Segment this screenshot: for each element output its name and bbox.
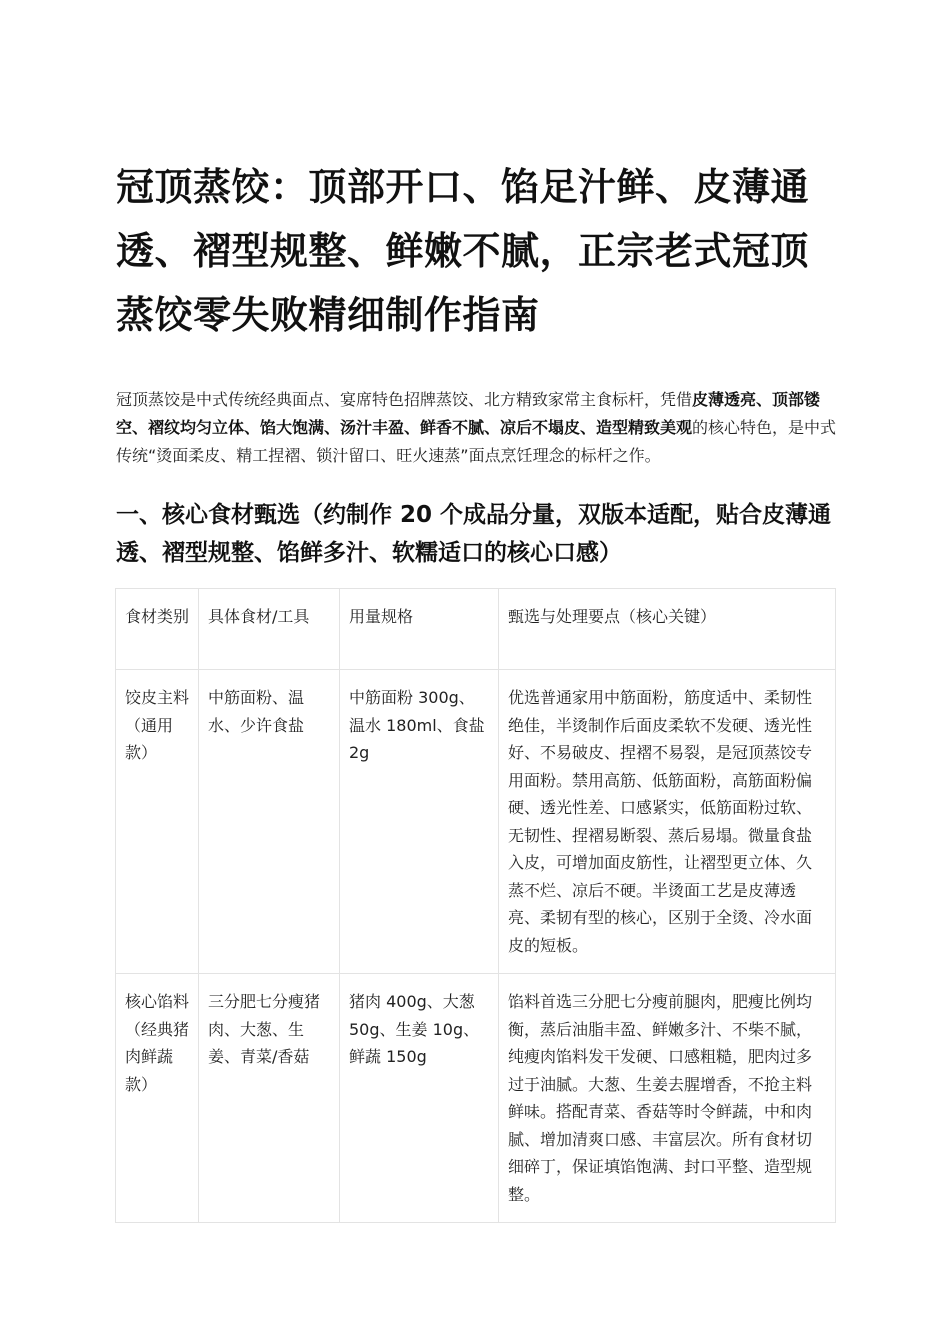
cell-category: 核心馅料（经典猪肉鲜蔬款）: [116, 974, 199, 1223]
ingredients-table: [115, 588, 836, 1223]
table-header-row: [116, 589, 836, 670]
table-row: [116, 974, 836, 1223]
section-heading-ingredients: 一、核心食材甄选（约制作 20 个成品分量，双版本适配，贴合皮薄通透、褶型规整、馅鲜多汁、软糯适口的核心口感）: [116, 502, 832, 566]
cell-ingredients: 中筋面粉、温水、少许食盐: [199, 670, 340, 974]
cell-ingredients: 三分肥七分瘦猪肉、大葱、生姜、青菜/香菇: [199, 974, 340, 1223]
cell-category: 饺皮主料（通用款）: [116, 670, 199, 974]
header-ingredients: 具体食材/工具: [199, 589, 340, 670]
header-notes: 甄选与处理要点（核心关键）: [499, 589, 836, 670]
intro-text-1: 冠顶蒸饺是中式传统经典面点、宴席特色招牌蒸饺、北方精致家常主食标杆，凭借: [116, 390, 693, 409]
cell-amount: 猪肉 400g、大葱 50g、生姜 10g、鲜蔬 150g: [340, 974, 499, 1223]
intro-text-bold: 皮薄透亮、顶部镂空、褶纹均匀立体、馅大饱满、汤汁丰盈、鲜香不腻、凉后不塌皮、造型精致美观: [116, 390, 821, 437]
header-amount: 用量规格: [340, 589, 499, 670]
cell-notes: 馅料首选三分肥七分瘦前腿肉，肥瘦比例均衡，蒸后油脂丰盈、鲜嫩多汁、不柴不腻，纯瘦肉馅料发干发硬、口感粗糙，肥肉过多过于油腻。大葱、生姜去腥增香，不抢主料鲜味。搭配青菜、香菇等时令鲜蔬，中和肉腻、增加清爽口感、丰富层次。所有食材切细碎丁，保证填馅饱满、封口平整、造型规整。: [499, 974, 836, 1223]
article-title: 冠顶蒸饺：顶部开口、馅足汁鲜、皮薄通透、褶型规整、鲜嫩不腻，正宗老式冠顶蒸饺零失败精细制作指南: [116, 165, 810, 337]
header-category: 食材类别: [116, 589, 199, 670]
intro-paragraph: [116, 386, 846, 470]
table-row: [116, 670, 836, 974]
cell-amount: 中筋面粉 300g、温水 180ml、食盐 2g: [340, 670, 499, 974]
cell-notes: 优选普通家用中筋面粉，筋度适中、柔韧性绝佳，半烫制作后面皮柔软不发硬、透光性好、不易破皮、捏褶不易裂，是冠顶蒸饺专用面粉。禁用高筋、低筋面粉，高筋面粉偏硬、透光性差、口感紧实，低筋面粉过软、无韧性、捏褶易断裂、蒸后易塌。微量食盐入皮，可增加面皮筋性，让褶型更立体、久蒸不烂、凉后不硬。半烫面工艺是皮薄透亮、柔韧有型的核心，区别于全烫、冷水面皮的短板。: [499, 670, 836, 974]
intro-text-2: 的核心特色，是中式传统“烫面柔皮、精工捏褶、锁汁留口、旺火速蒸”面点烹饪理念的标杆之作。: [116, 418, 837, 465]
